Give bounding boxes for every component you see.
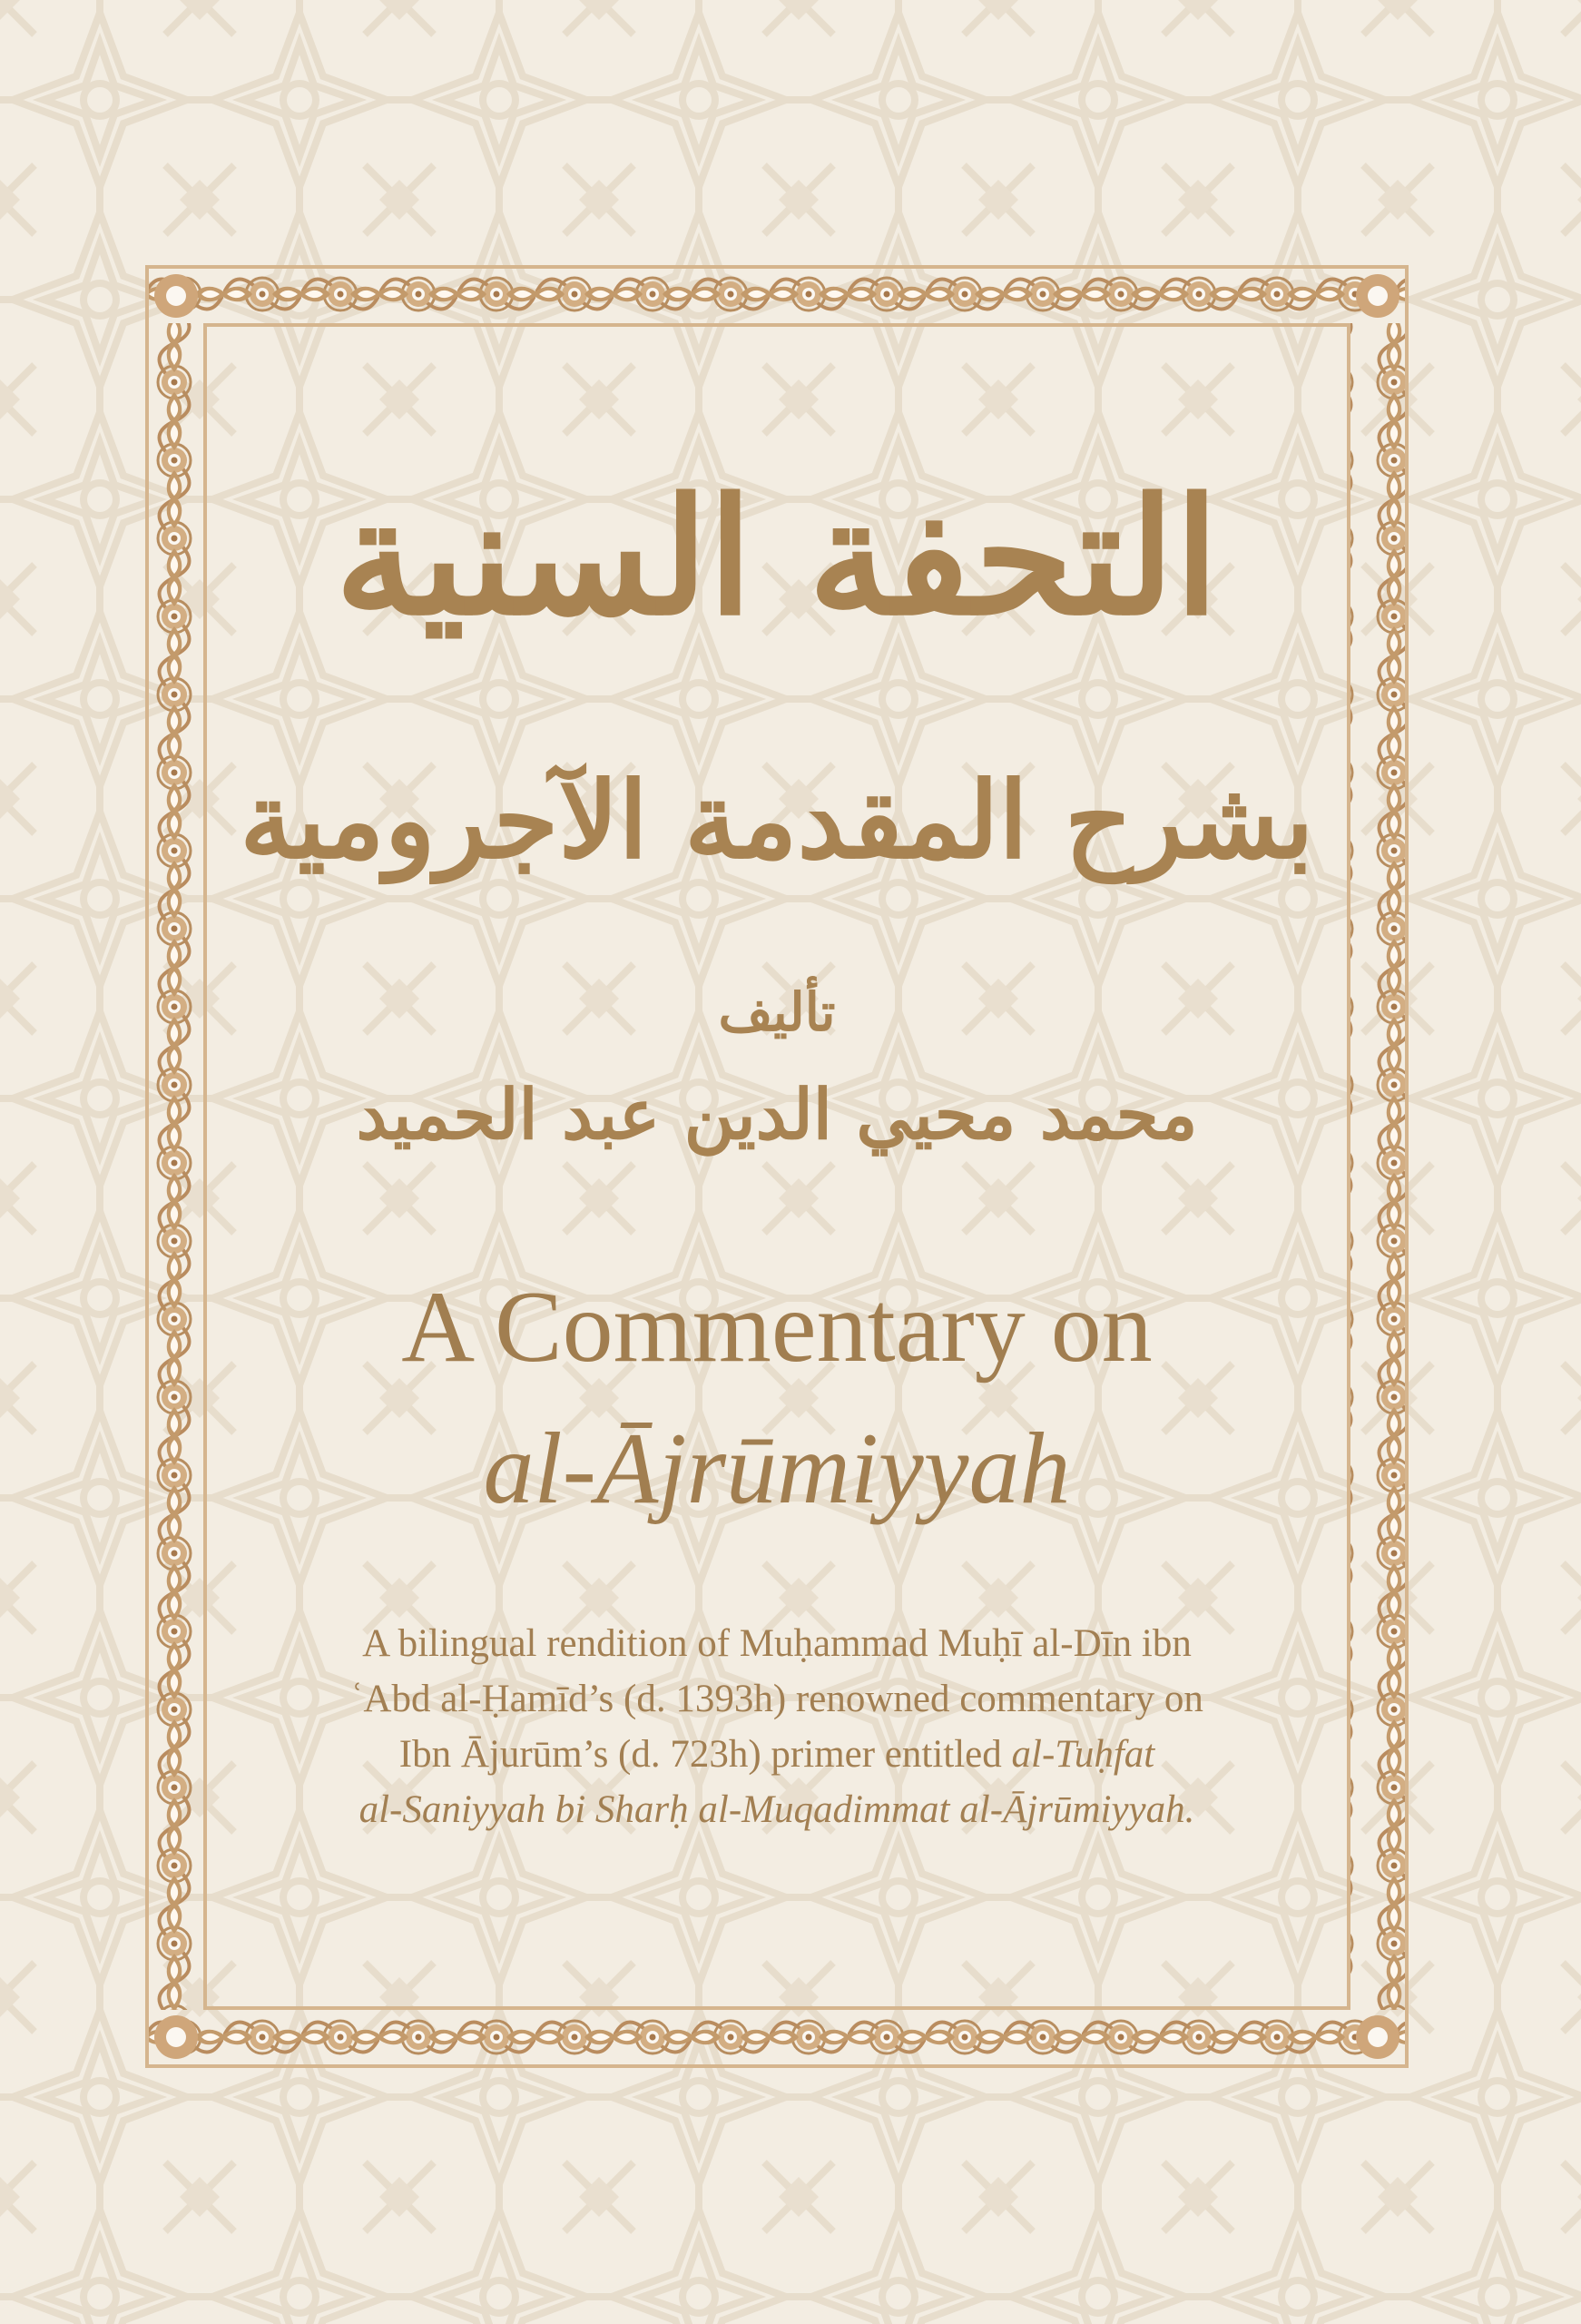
cover-content <box>207 327 1347 2006</box>
cover-description <box>207 1616 1347 1837</box>
description-line-3 <box>207 1727 1347 1782</box>
description-line-1: A bilingual rendition of Muḥammad Muḥī al-Dīn ibn <box>362 1622 1192 1665</box>
arabic-title: التحفة السنية <box>334 463 1219 651</box>
description-line-4: al-Saniyyah bi Sharḥ al-Muqadimmat al-Ājrūmiyyah. <box>358 1788 1195 1831</box>
arabic-author-name: محمد محيي الدين عبد الحميد <box>356 1074 1198 1155</box>
arabic-author-label: تأليف <box>718 981 836 1043</box>
description-line-3-normal: Ibn Ājurūm’s (d. 723h) primer entitled <box>398 1733 1012 1776</box>
arabic-subtitle: بشرح المقدمة الآجرومية <box>240 759 1314 882</box>
description-line-3-italic: al-Tuḥfat <box>1011 1733 1155 1776</box>
english-title-line-2: al-Ājrūmiyyah <box>483 1413 1071 1525</box>
english-title-line-1: A Commentary on <box>401 1271 1153 1384</box>
description-line-2: ʿAbd al-Ḥamīd’s (d. 1393h) renowned commentary on <box>350 1678 1203 1720</box>
